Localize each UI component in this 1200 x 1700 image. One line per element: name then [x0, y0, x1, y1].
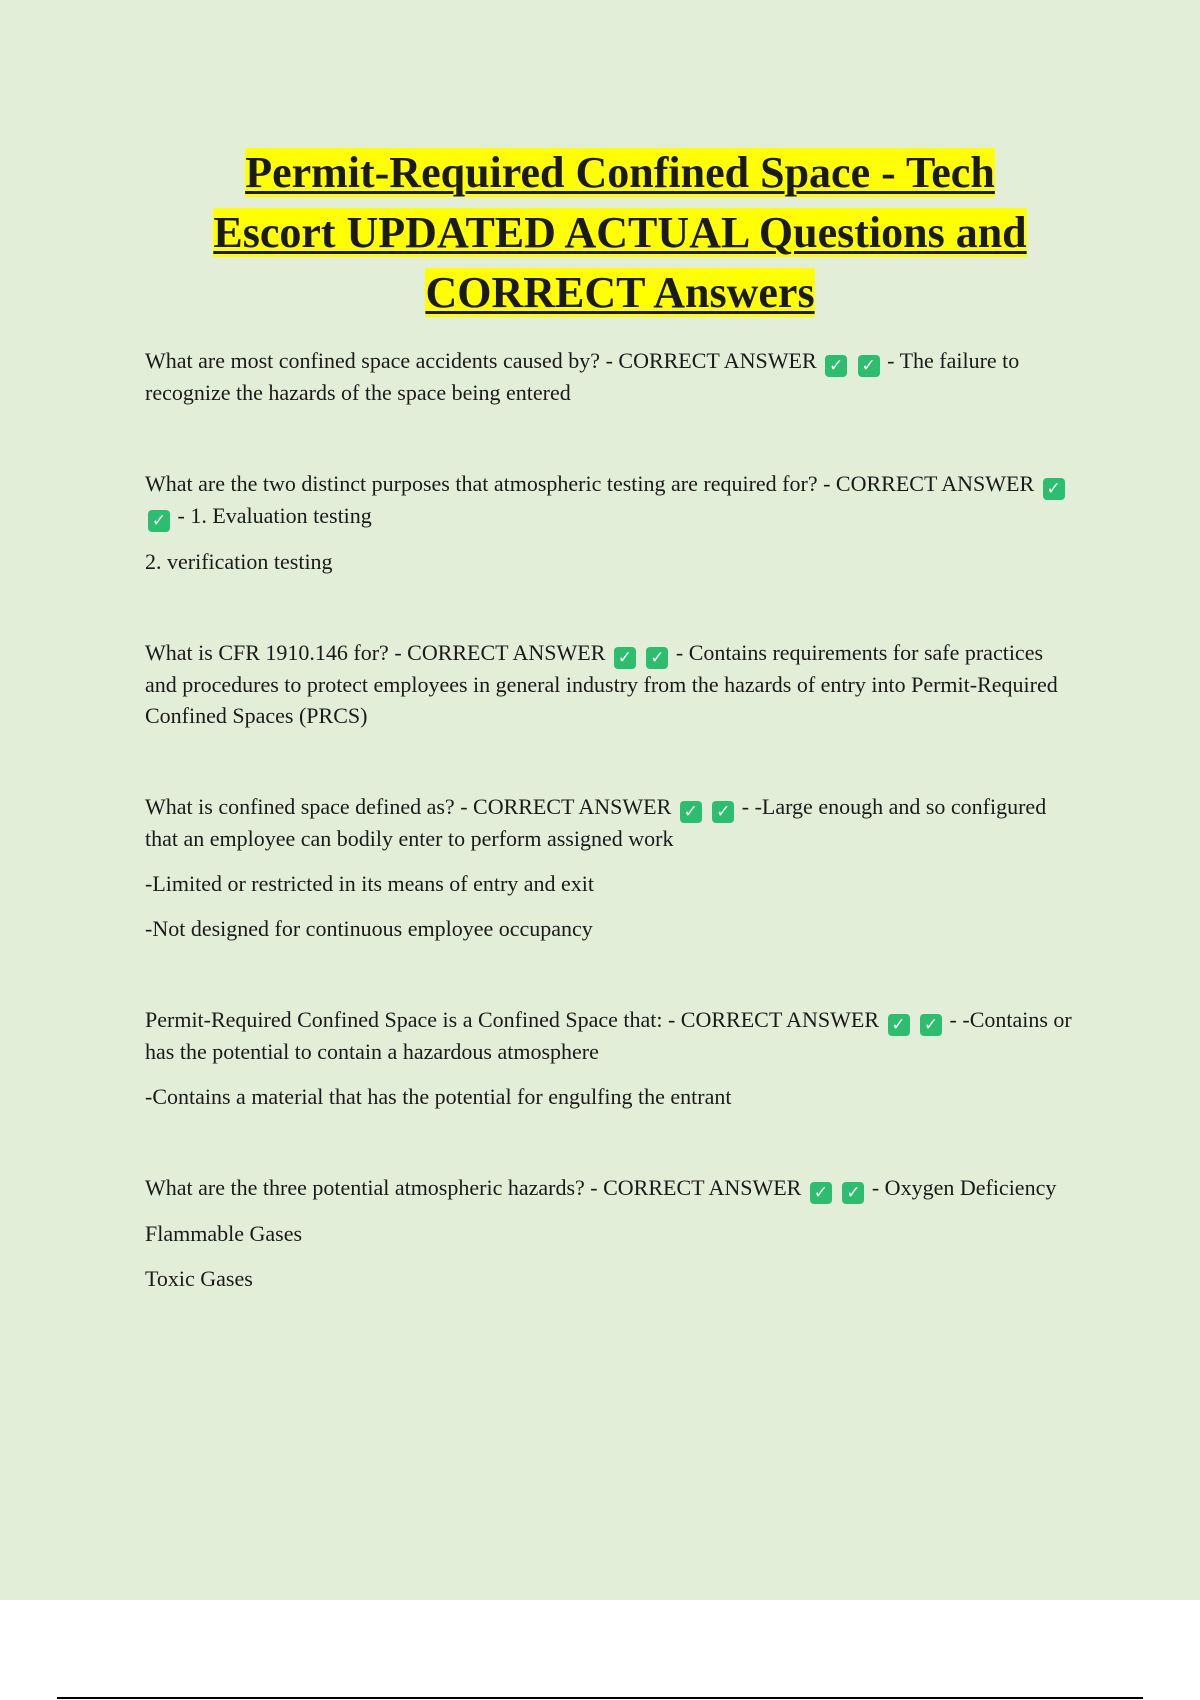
check-mark-icon: ✓ — [1043, 478, 1065, 500]
qa-line — [145, 637, 1080, 731]
check-mark-icon: ✓ — [825, 355, 847, 377]
check-mark-icon: ✓ — [646, 647, 668, 669]
footer-divider — [57, 1697, 1143, 1699]
qa-line — [145, 791, 1080, 854]
check-mark-icon: ✓ — [810, 1182, 832, 1204]
qa-item — [145, 345, 1080, 408]
document-title — [130, 143, 1110, 323]
answer-continuation: -Limited or restricted in its means of entry and exit — [145, 871, 595, 896]
qa-item — [145, 468, 1080, 577]
title-line-2: Escort UPDATED ACTUAL Questions and — [213, 208, 1027, 257]
check-mark-icon: ✓ — [842, 1182, 864, 1204]
answer-text: - 1. Evaluation testing — [177, 503, 372, 528]
question-text: What are the two distinct purposes that atmospheric testing are required for? - CORRECT ANSWER — [145, 471, 1035, 496]
question-text: What are the three potential atmospheric hazards? - CORRECT ANSWER — [145, 1175, 802, 1200]
check-mark-icon: ✓ — [614, 647, 636, 669]
qa-list — [145, 345, 1080, 1294]
check-mark-icon: ✓ — [680, 801, 702, 823]
answer-text: - The failure to recognize the hazards of the space being entered — [145, 348, 1020, 405]
qa-line — [145, 468, 1080, 532]
qa-item — [145, 1172, 1080, 1294]
answer-text: - Contains requirements for safe practices and procedures to protect employees in general industry from the hazards of entry into Permit-Required Confined Spaces (PRCS) — [145, 640, 1058, 728]
qa-item — [145, 791, 1080, 944]
answer-text: - -Large enough and so configured that an employee can bodily enter to perform assigned work — [145, 794, 1047, 851]
answer-continuation: -Contains a material that has the potential for engulfing the entrant — [145, 1084, 732, 1109]
title-line-1: Permit-Required Confined Space - Tech — [245, 148, 995, 197]
check-mark-icon: ✓ — [858, 355, 880, 377]
qa-line — [145, 345, 1080, 408]
answer-continuation: Toxic Gases — [145, 1266, 253, 1291]
check-mark-icon: ✓ — [712, 801, 734, 823]
check-mark-icon: ✓ — [888, 1014, 910, 1036]
check-mark-icon: ✓ — [920, 1014, 942, 1036]
answer-text: - -Contains or has the potential to contain a hazardous atmosphere — [145, 1007, 1072, 1064]
title-line-3: CORRECT Answers — [425, 268, 815, 317]
answer-continuation: 2. verification testing — [145, 549, 333, 574]
answer-continuation: Flammable Gases — [145, 1221, 303, 1246]
answer-continuation: -Not designed for continuous employee occupancy — [145, 916, 593, 941]
question-text: What is confined space defined as? - CORRECT ANSWER — [145, 794, 672, 819]
qa-item — [145, 637, 1080, 731]
qa-item — [145, 1004, 1080, 1112]
question-text: Permit-Required Confined Space is a Confined Space that: - CORRECT ANSWER — [145, 1007, 880, 1032]
question-text: What are most confined space accidents caused by? - CORRECT ANSWER — [145, 348, 817, 373]
question-text: What is CFR 1910.146 for? - CORRECT ANSWER — [145, 640, 606, 665]
qa-line — [145, 1004, 1080, 1067]
check-mark-icon: ✓ — [148, 510, 170, 532]
qa-line — [145, 1172, 1080, 1204]
answer-text: - Oxygen Deficiency — [871, 1175, 1057, 1200]
